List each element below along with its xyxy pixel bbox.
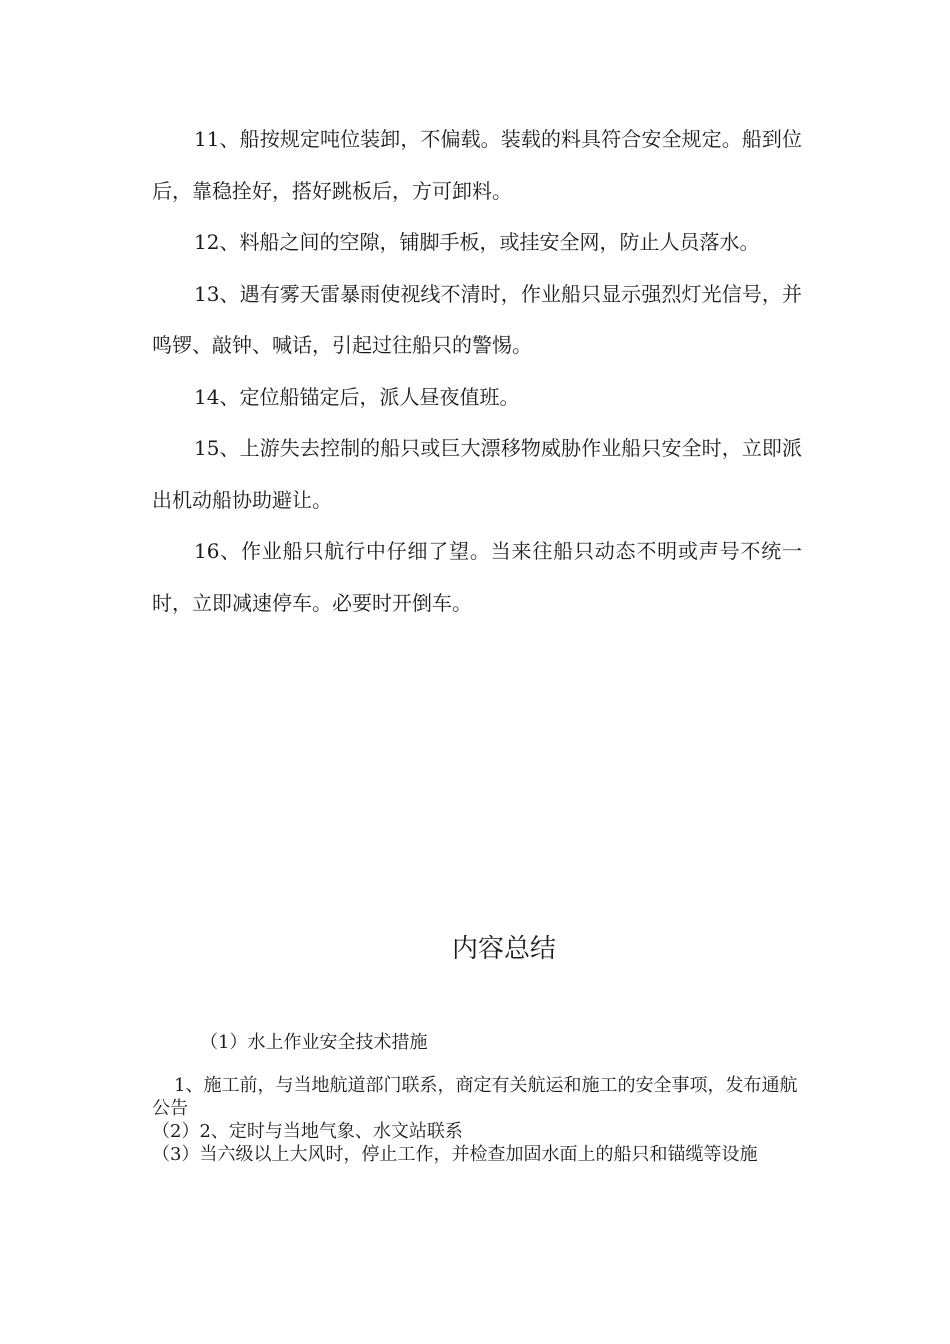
body-text (152, 114, 802, 629)
paragraph-15: 15、上游失去控制的船只或巨大漂移物威胁作业船只安全时，立即派出机动船协助避让。 (152, 436, 802, 512)
paragraph-12: 12、料船之间的空隙，铺脚手板，或挂安全网，防止人员落水。 (194, 230, 760, 254)
paragraph-14: 14、定位船锚定后，派人昼夜值班。 (194, 384, 520, 409)
summary-title: 内容总结 (451, 934, 556, 964)
paragraph-11: 11、船按规定吨位装卸，不偏载。装载的料具符合安全规定。船到位后，靠稳拴好，搭好跳板后，方可卸料。 (152, 127, 802, 203)
paragraph-13: 13、遇有雾天雷暴雨使视线不清时，作业船只显示强烈灯光信号，并鸣锣、敲钟、喊话，引起过往船只的警惕。 (152, 281, 802, 357)
summary-item-2: （2）2、定时与当地气象、水文站联系 (152, 1121, 463, 1142)
summary-section (152, 1028, 802, 1166)
summary-item-1: 1、施工前，与当地航道部门联系，商定有关航运和施工的安全事项，发布通航公告 (152, 1075, 798, 1119)
paragraph-16: 16、作业船只航行中仔细了望。当来往船只动态不明或声号不统一时，立即减速停车。必要时开倒车。 (152, 539, 802, 615)
summary-subhead: （1）水上作业安全技术措施 (200, 1032, 428, 1053)
summary-list (152, 1074, 802, 1166)
summary-item-3: （3）当六级以上大风时，停止工作，并检查加固水面上的船只和锚缆等设施 (152, 1144, 758, 1165)
